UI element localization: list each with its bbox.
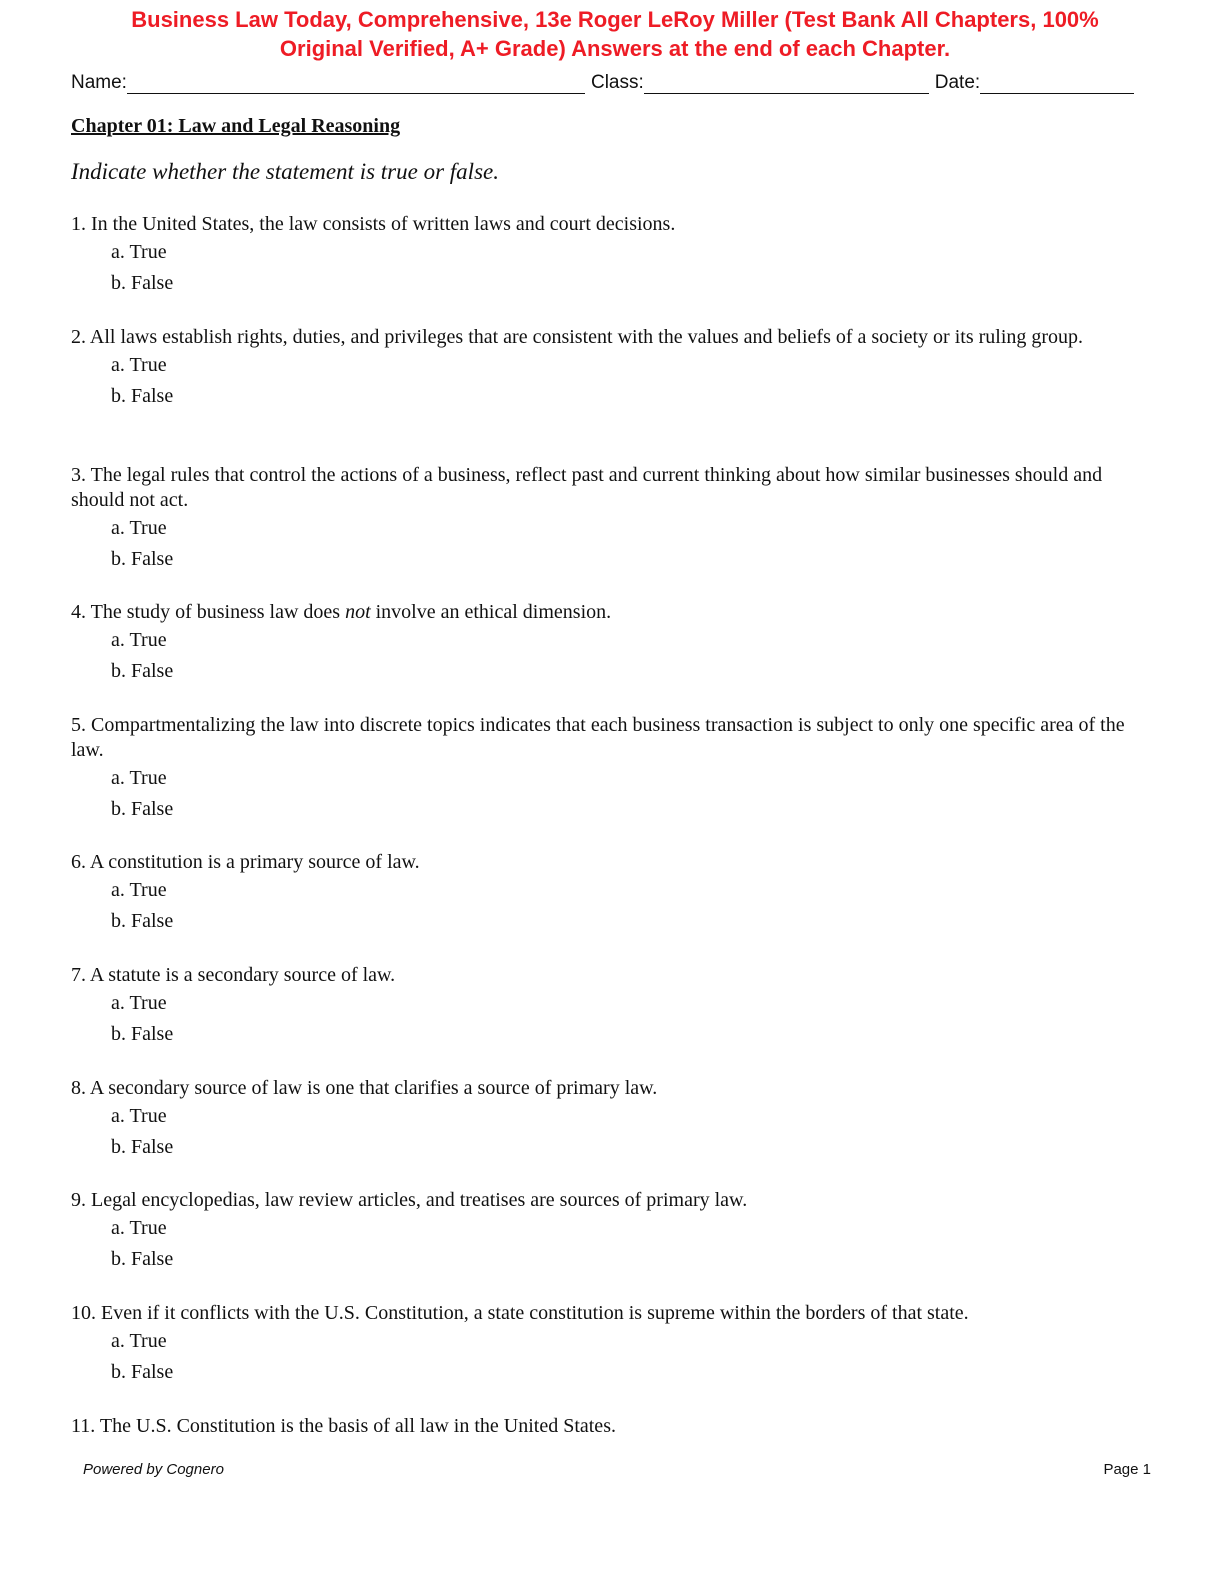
question-text: Legal encyclopedias, law review articles, and treatises are sources of primary law.	[91, 1189, 748, 1211]
question	[71, 713, 1151, 825]
question-number: 10.	[71, 1302, 96, 1324]
question-text: The study of business law does	[90, 601, 346, 623]
question-number: 8.	[71, 1077, 86, 1099]
option-true[interactable]: a. True	[111, 1330, 167, 1352]
date-field[interactable]	[935, 71, 1134, 95]
question-number: 7.	[71, 964, 86, 986]
student-info-fields	[71, 71, 1141, 95]
question-text: The legal rules that control the actions of a business, reflect past and current thinking about how similar businesses should and should not act.	[71, 464, 1103, 511]
question	[71, 850, 1151, 937]
date-label: Date:	[934, 72, 981, 93]
banner-line-2: Original Verified, A+ Grade) Answers at the end of each Chapter.	[279, 36, 951, 61]
powered-by: Powered by Cognero	[83, 1461, 224, 1478]
class-label: Class:	[590, 72, 644, 93]
chapter-title: Chapter 01: Law and Legal Reasoning	[71, 115, 401, 137]
question-number: 1.	[71, 213, 86, 235]
question-text: A statute is a secondary source of law.	[89, 964, 396, 986]
option-true[interactable]: a. True	[111, 1217, 167, 1239]
name-field[interactable]	[71, 71, 591, 95]
option-false[interactable]: b. False	[111, 910, 174, 932]
option-false[interactable]: b. False	[111, 548, 174, 570]
question-stem	[71, 1188, 1151, 1213]
option-true[interactable]: a. True	[111, 629, 167, 651]
question-text: All laws establish rights, duties, and privileges that are consistent with the values and beliefs of a society or its ruling group.	[89, 326, 1084, 348]
option-false[interactable]: b. False	[111, 660, 174, 682]
question-stem	[71, 212, 1151, 237]
question-stem	[71, 463, 1151, 513]
document-banner	[60, 5, 1170, 63]
option-true[interactable]: a. True	[111, 354, 167, 376]
question-stem	[71, 1076, 1151, 1101]
question-text: A secondary source of law is one that clarifies a source of primary law.	[89, 1077, 658, 1099]
question	[71, 212, 1151, 299]
question-number: 4.	[71, 601, 86, 623]
class-blank[interactable]	[644, 73, 929, 94]
question-stem	[71, 850, 1151, 875]
question-stem	[71, 1414, 1151, 1439]
question-stem	[71, 963, 1151, 988]
name-blank[interactable]	[127, 73, 585, 94]
question	[71, 1301, 1151, 1388]
question-number: 3.	[71, 464, 86, 486]
option-true[interactable]: a. True	[111, 879, 167, 901]
question-stem	[71, 713, 1151, 763]
question	[71, 1076, 1151, 1163]
question-text: Even if it conflicts with the U.S. Constitution, a state constitution is supreme within the borders of that state.	[101, 1302, 969, 1324]
page-number: Page 1	[1103, 1461, 1151, 1478]
question	[71, 963, 1151, 1050]
question-number: 5.	[71, 714, 86, 736]
question-number: 2.	[71, 326, 86, 348]
class-field[interactable]	[591, 71, 935, 95]
question-emphasis: not	[345, 601, 371, 623]
question	[71, 463, 1151, 575]
banner-line-1: Business Law Today, Comprehensive, 13e Roger LeRoy Miller (Test Bank All Chapters, 100%	[131, 7, 1099, 32]
question	[71, 325, 1151, 412]
option-false[interactable]: b. False	[111, 1248, 174, 1270]
option-true[interactable]: a. True	[111, 767, 167, 789]
question-stem	[71, 600, 1151, 625]
option-false[interactable]: b. False	[111, 385, 174, 407]
question-text: Compartmentalizing the law into discrete topics indicates that each business transaction is subject to only one specific area of the law.	[71, 714, 1125, 761]
option-true[interactable]: a. True	[111, 241, 167, 263]
question-text: A constitution is a primary source of law.	[89, 851, 420, 873]
option-true[interactable]: a. True	[111, 992, 167, 1014]
instructions: Indicate whether the statement is true or false.	[71, 159, 499, 184]
question	[71, 1414, 1151, 1439]
question-number: 6.	[71, 851, 86, 873]
question-stem	[71, 1301, 1151, 1326]
option-true[interactable]: a. True	[111, 517, 167, 539]
option-false[interactable]: b. False	[111, 798, 174, 820]
date-blank[interactable]	[980, 73, 1134, 94]
option-false[interactable]: b. False	[111, 1136, 174, 1158]
question-number: 9.	[71, 1189, 86, 1211]
question	[71, 1188, 1151, 1275]
question-stem	[71, 325, 1151, 350]
question-text: In the United States, the law consists of written laws and court decisions.	[91, 213, 676, 235]
option-false[interactable]: b. False	[111, 1361, 174, 1383]
question	[71, 600, 1151, 687]
option-false[interactable]: b. False	[111, 1023, 174, 1045]
option-true[interactable]: a. True	[111, 1105, 167, 1127]
question-text: The U.S. Constitution is the basis of all law in the United States.	[99, 1415, 616, 1437]
question-number: 11.	[71, 1415, 96, 1437]
name-label: Name:	[71, 72, 127, 93]
question-text-after: involve an ethical dimension.	[370, 601, 612, 623]
option-false[interactable]: b. False	[111, 272, 174, 294]
